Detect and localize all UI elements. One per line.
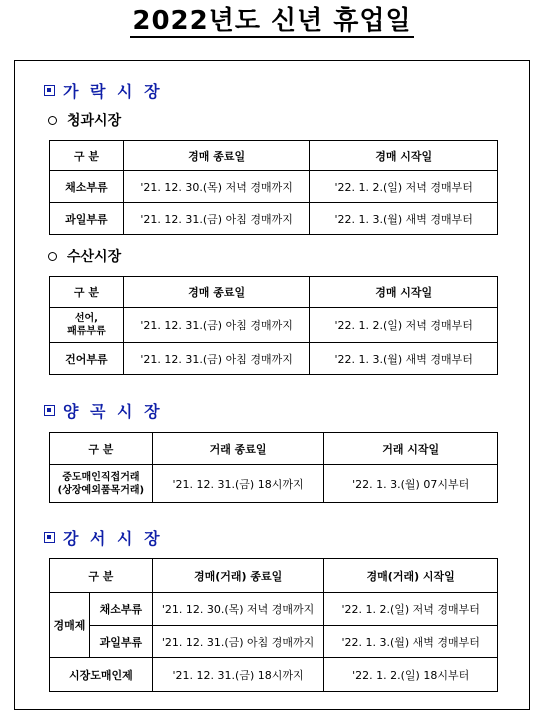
table-gangseo	[49, 558, 498, 692]
end-date-cell: '21. 12. 31.(금) 아침 경매까지	[123, 308, 310, 343]
table-header-cell: 구 분	[50, 141, 124, 171]
section-gangseo-heading: 강 서 시 장	[44, 526, 163, 549]
start-date-cell: '22. 1. 3.(월) 새벽 경매부터	[310, 203, 498, 235]
table-header-cell: 경매(거래) 종료일	[152, 559, 324, 593]
table-header-cell: 구 분	[50, 559, 153, 593]
square-bullet-icon	[44, 405, 55, 416]
table-header-cell: 경매 시작일	[310, 277, 498, 308]
end-date-cell: '21. 12. 31.(금) 18시까지	[152, 658, 324, 692]
table-header-cell: 구 분	[50, 433, 153, 465]
start-date-cell: '22. 1. 2.(일) 저녁 경매부터	[324, 593, 498, 626]
table-row	[50, 626, 498, 658]
start-date-cell: '22. 1. 3.(월) 07시부터	[324, 465, 498, 503]
table-row	[50, 308, 498, 343]
start-date-cell: '22. 1. 2.(일) 저녁 경매부터	[310, 308, 498, 343]
start-date-cell: '22. 1. 3.(월) 새벽 경매부터	[324, 626, 498, 658]
table-header-cell: 거래 종료일	[152, 433, 324, 465]
table-header-cell: 경매(거래) 시작일	[324, 559, 498, 593]
end-date-cell: '21. 12. 30.(목) 저녁 경매까지	[123, 171, 310, 203]
end-date-cell: '21. 12. 31.(금) 아침 경매까지	[123, 343, 310, 375]
table-row	[50, 343, 498, 375]
circle-bullet-icon	[48, 252, 57, 261]
table-header-cell: 구 분	[50, 277, 124, 308]
table-row	[50, 203, 498, 235]
start-date-cell: '22. 1. 2.(일) 저녁 경매부터	[310, 171, 498, 203]
table-row	[50, 658, 498, 692]
table-row	[50, 465, 498, 503]
circle-bullet-icon	[48, 116, 57, 125]
subsection-cheonggwa-heading: 청과시장	[48, 110, 121, 130]
category-cell: 채소부류	[50, 171, 124, 203]
end-date-cell: '21. 12. 31.(금) 아침 경매까지	[152, 626, 324, 658]
category-cell: 중도매인직접거래 (상장예외품목거래)	[50, 465, 153, 503]
category-cell: 과일부류	[89, 626, 152, 658]
end-date-cell: '21. 12. 31.(금) 18시까지	[152, 465, 324, 503]
table-yanggok	[49, 432, 498, 503]
table-row	[50, 171, 498, 203]
table-header-cell: 거래 시작일	[324, 433, 498, 465]
page-title: 2022년도 신년 휴업일	[132, 6, 412, 36]
table-header-cell: 경매 시작일	[310, 141, 498, 171]
category-cell: 과일부류	[50, 203, 124, 235]
table-cheonggwa	[49, 140, 498, 235]
section-garak-heading: 가 락 시 장	[44, 79, 163, 102]
category-cell: 건어부류	[50, 343, 124, 375]
category-cell: 채소부류	[89, 593, 152, 626]
start-date-cell: '22. 1. 3.(월) 새벽 경매부터	[310, 343, 498, 375]
group-label-cell: 경매제	[50, 593, 90, 658]
square-bullet-icon	[44, 532, 55, 543]
subsection-susan-heading: 수산시장	[48, 246, 121, 266]
square-bullet-icon	[44, 85, 55, 96]
start-date-cell: '22. 1. 2.(일) 18시부터	[324, 658, 498, 692]
end-date-cell: '21. 12. 30.(목) 저녁 경매까지	[152, 593, 324, 626]
end-date-cell: '21. 12. 31.(금) 아침 경매까지	[123, 203, 310, 235]
category-cell: 선어, 패류부류	[50, 308, 124, 343]
table-header-cell: 경매 종료일	[123, 277, 310, 308]
section-yanggok-heading: 양 곡 시 장	[44, 399, 163, 422]
table-row	[50, 593, 498, 626]
table-susan	[49, 276, 498, 375]
category-cell: 시장도매인제	[50, 658, 153, 692]
table-header-cell: 경매 종료일	[123, 141, 310, 171]
